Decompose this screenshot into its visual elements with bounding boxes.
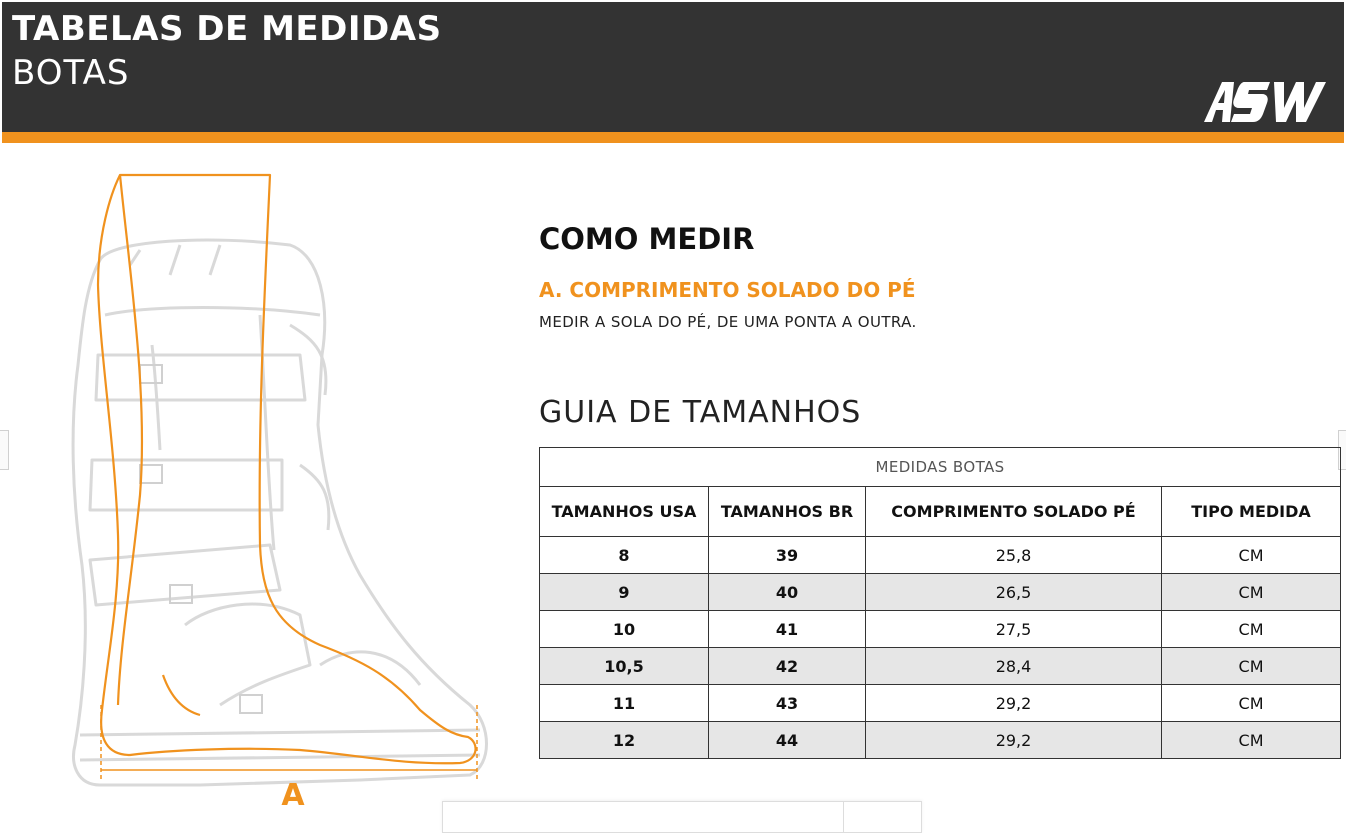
cell-usa: 10 — [540, 611, 709, 648]
cell-br: 43 — [709, 685, 866, 722]
table-row — [540, 574, 1341, 611]
column-header-usa: TAMANHOS USA — [540, 487, 709, 537]
cell-length: 25,8 — [866, 537, 1162, 574]
accent-divider — [2, 132, 1344, 143]
table-row — [540, 537, 1341, 574]
table-caption: MEDIDAS BOTAS — [540, 448, 1341, 487]
table-caption-row — [540, 448, 1341, 487]
table-row — [540, 685, 1341, 722]
cell-length: 28,4 — [866, 648, 1162, 685]
table-row — [540, 722, 1341, 759]
cell-br: 39 — [709, 537, 866, 574]
cell-unit: CM — [1162, 722, 1341, 759]
page-header — [2, 2, 1344, 132]
column-header-br: TAMANHOS BR — [709, 487, 866, 537]
cell-length: 26,5 — [866, 574, 1162, 611]
column-header-length: COMPRIMENTO SOLADO PÉ — [866, 487, 1162, 537]
cell-unit: CM — [1162, 537, 1341, 574]
cell-br: 40 — [709, 574, 866, 611]
page-subtitle: BOTAS — [12, 53, 130, 93]
measure-label: A — [281, 778, 305, 810]
bottom-toolbar-panel[interactable] — [442, 801, 922, 833]
cell-unit: CM — [1162, 685, 1341, 722]
cell-br: 42 — [709, 648, 866, 685]
table-row — [540, 648, 1341, 685]
asw-logo — [1200, 78, 1328, 126]
cell-length: 27,5 — [866, 611, 1162, 648]
cell-usa: 8 — [540, 537, 709, 574]
measure-a-title: A. COMPRIMENTO SOLADO DO PÉ — [539, 278, 916, 302]
cell-length: 29,2 — [866, 685, 1162, 722]
toolbar-divider — [843, 802, 844, 832]
table-row — [540, 611, 1341, 648]
cell-usa: 9 — [540, 574, 709, 611]
boot-outline-illustration — [60, 165, 500, 810]
cell-usa: 11 — [540, 685, 709, 722]
size-guide-title: GUIA DE TAMANHOS — [539, 395, 862, 430]
cell-unit: CM — [1162, 574, 1341, 611]
table-header-row — [540, 487, 1341, 537]
size-table — [539, 447, 1341, 759]
cell-unit: CM — [1162, 648, 1341, 685]
previous-slide-tab[interactable] — [0, 430, 9, 470]
page-title: TABELAS DE MEDIDAS — [12, 9, 442, 49]
column-header-unit: TIPO MEDIDA — [1162, 487, 1341, 537]
cell-br: 44 — [709, 722, 866, 759]
cell-usa: 10,5 — [540, 648, 709, 685]
cell-br: 41 — [709, 611, 866, 648]
cell-usa: 12 — [540, 722, 709, 759]
how-to-measure-title: COMO MEDIR — [539, 222, 755, 256]
cell-length: 29,2 — [866, 722, 1162, 759]
measure-a-description: MEDIR A SOLA DO PÉ, DE UMA PONTA A OUTRA. — [539, 313, 917, 331]
cell-unit: CM — [1162, 611, 1341, 648]
